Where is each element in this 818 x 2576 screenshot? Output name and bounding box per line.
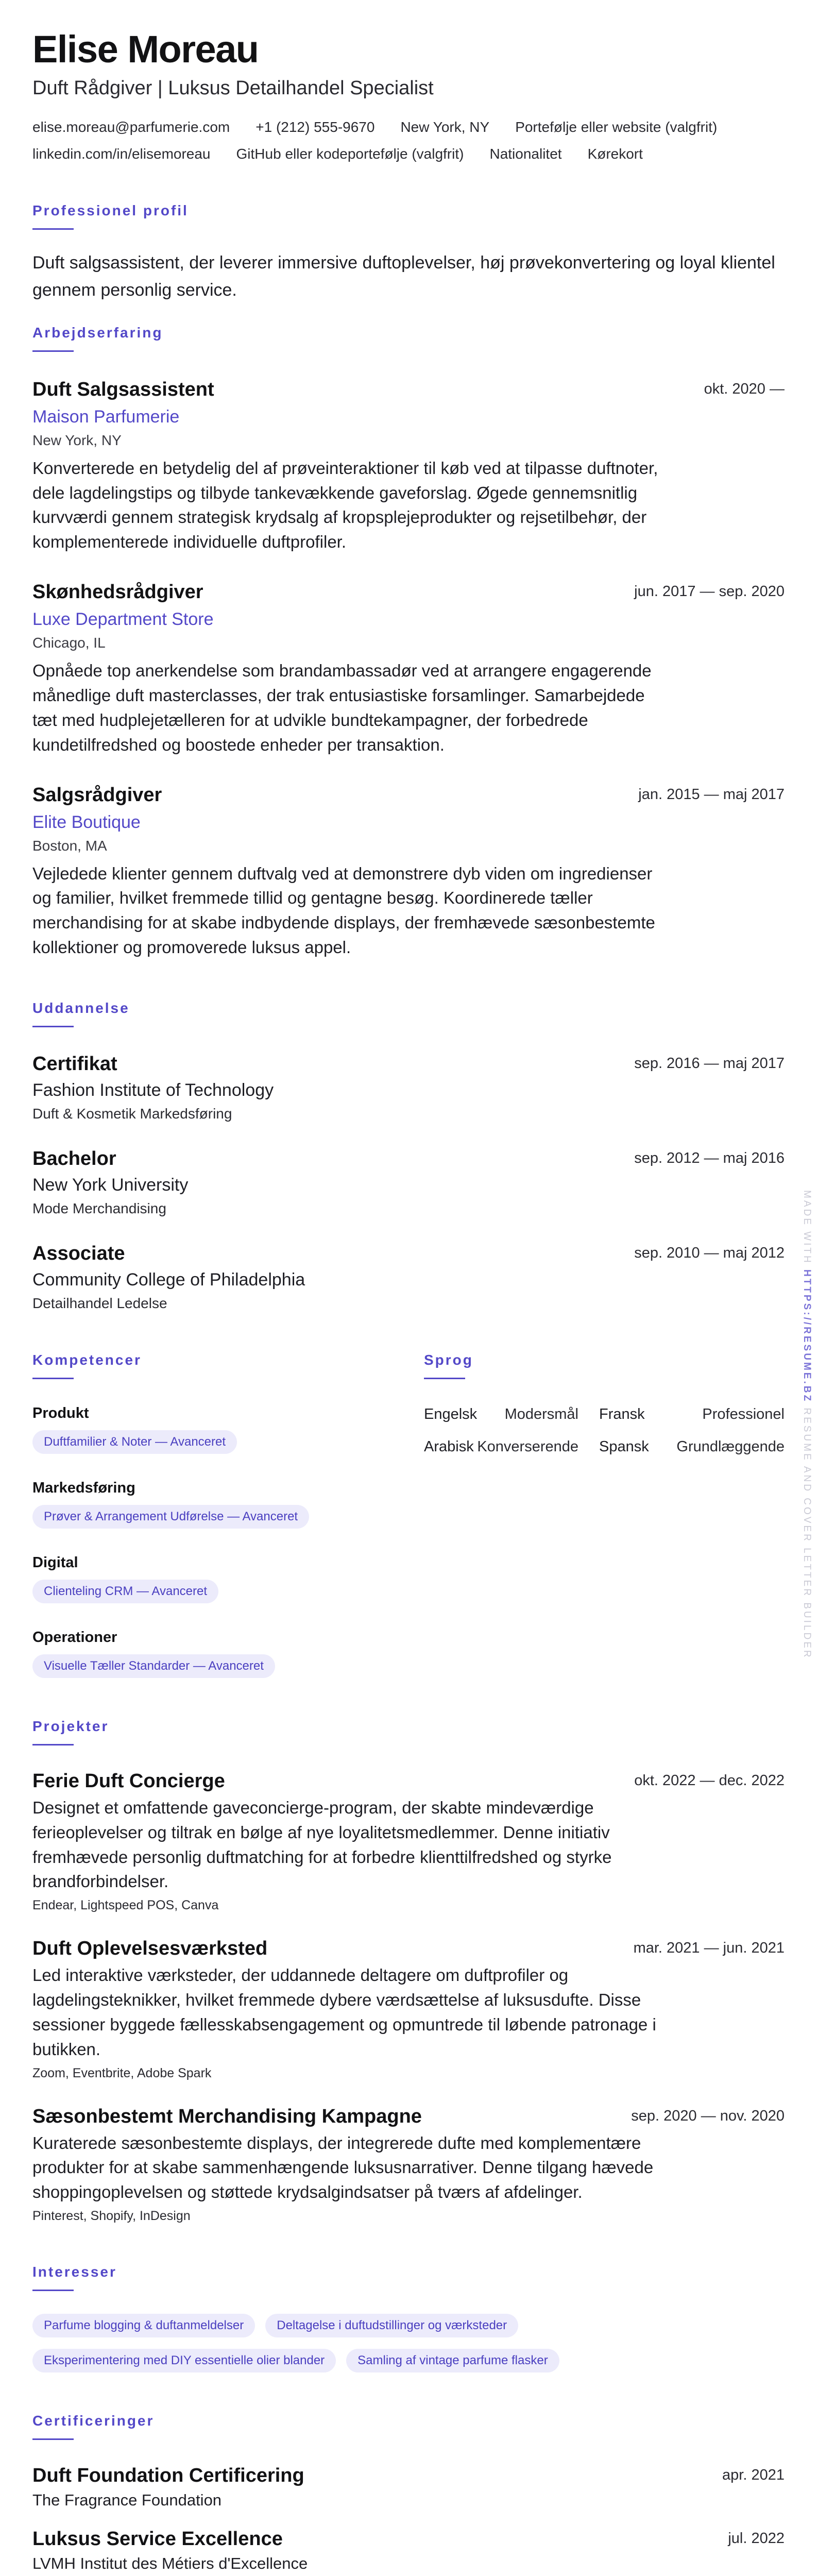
job-location: Boston, MA [32, 837, 107, 854]
entry-date: okt. 2020 — [704, 380, 785, 397]
certification-entry [32, 2528, 785, 2573]
certification-entry [32, 2465, 785, 2510]
education-entry [32, 1053, 785, 1122]
certification-title: Luksus Service Excellence [32, 2528, 283, 2550]
company-name: Elite Boutique [32, 812, 141, 832]
section-title: Arbejdserfaring [32, 324, 163, 341]
job-title: Duft Salgsassistent [32, 378, 214, 400]
builder-watermark [801, 1190, 812, 1659]
section-title: Certificeringer [32, 2413, 155, 2429]
skill-category: Produkt [32, 1404, 89, 1421]
contact-portfolio[interactable]: Portefølje eller website (valgfrit) [515, 119, 718, 135]
project-description: Designet et omfattende gaveconcierge-program, der skabte mindeværdige ferieoplevelser og tiltrak en bølge af nye loyalitetsmedlemmer. Denne initiativ fremhævede personlig duftmatching for at forbedre klienttilfredshed og styrke brandforbindelser. [32, 1798, 612, 1891]
job-location: Chicago, IL [32, 635, 106, 651]
section-divider [424, 1378, 465, 1379]
interest-tag: Eksperimentering med DIY essentielle olier blander [32, 2349, 336, 2372]
certification-issuer: LVMH Institut des Métiers d'Excellence [32, 2554, 308, 2573]
project-description: Kuraterede sæsonbestemte displays, der integrerede dufte med komplementære produkter for at skabe sammenhængende luksusnarrativer. Denne tilgang hævede shoppingoplevelsen og støttede krydsalgindsatser på tværs af afdelinger. [32, 2133, 654, 2202]
field-of-study: Detailhandel Ledelse [32, 1295, 167, 1311]
watermark-link[interactable]: HTTPS://RESUME.BZ [802, 1269, 812, 1403]
project-description: Led interaktive værksteder, der uddannede deltagere om duftprofiler og lagdelingsteknikker, hvilket fremmede dybere værdsættelse af luksusdufte. Disse sessioner byggede fællesskabsengagement og opmuntrede til løbende patronage i butikken. [32, 1965, 656, 2059]
language-name: Spansk [599, 1438, 649, 1455]
section-divider [32, 1744, 74, 1745]
project-tools: Zoom, Eventbrite, Adobe Spark [32, 2065, 212, 2080]
resume-header [32, 28, 785, 162]
language-item [424, 1438, 599, 1455]
entry-date: sep. 2016 — maj 2017 [634, 1055, 785, 1072]
project-entry [32, 2106, 785, 2224]
languages-section [424, 1352, 785, 1678]
language-item [424, 1406, 599, 1423]
field-of-study: Duft & Kosmetik Markedsføring [32, 1105, 232, 1122]
contact-list [32, 119, 785, 162]
project-title: Ferie Duft Concierge [32, 1770, 225, 1792]
language-level: Modersmål [504, 1405, 578, 1422]
language-level: Konverserende [477, 1438, 578, 1455]
profile-section [32, 202, 785, 303]
entry-date: sep. 2010 — maj 2012 [634, 1244, 785, 1261]
project-tools: Pinterest, Shopify, InDesign [32, 2209, 191, 2224]
language-name: Arabisk [424, 1438, 474, 1455]
school-name: Community College of Philadelphia [32, 1269, 305, 1290]
skills-section [32, 1352, 424, 1678]
job-title: Skønhedsrådgiver [32, 581, 203, 603]
school-name: New York University [32, 1175, 189, 1195]
watermark-suffix: RESUME AND COVER LETTER BUILDER [802, 1408, 812, 1659]
entry-date: apr. 2021 [722, 2467, 785, 2484]
project-entry [32, 1770, 785, 1913]
skill-category: Markedsføring [32, 1479, 135, 1496]
experience-entry [32, 784, 785, 960]
certification-issuer: The Fragrance Foundation [32, 2491, 222, 2510]
section-divider [32, 2290, 74, 2291]
project-title: Duft Oplevelsesværksted [32, 1938, 268, 1960]
experience-entry [32, 379, 785, 554]
company-name: Luxe Department Store [32, 609, 214, 630]
language-level: Professionel [702, 1405, 785, 1422]
skill-tag: Duftfamilier & Noter — Avanceret [32, 1430, 237, 1454]
contact-email[interactable]: elise.moreau@parfumerie.com [32, 119, 230, 135]
job-location: New York, NY [32, 432, 122, 448]
certifications-section [32, 2413, 785, 2573]
section-divider [32, 1378, 74, 1379]
interest-tag: Parfume blogging & duftanmeldelser [32, 2314, 255, 2337]
entry-date: sep. 2012 — maj 2016 [634, 1149, 785, 1166]
degree-name: Bachelor [32, 1147, 116, 1170]
language-name: Fransk [599, 1405, 645, 1422]
skill-group [32, 1629, 424, 1678]
field-of-study: Mode Merchandising [32, 1200, 166, 1216]
experience-entry [32, 581, 785, 757]
section-title: Professionel profil [32, 202, 189, 219]
certification-title: Duft Foundation Certificering [32, 2465, 304, 2487]
experience-section [32, 325, 785, 960]
watermark-prefix: MADE WITH [802, 1190, 812, 1265]
language-item [599, 1438, 785, 1455]
contact-location: New York, NY [400, 119, 490, 135]
section-title: Projekter [32, 1718, 109, 1734]
candidate-name: Elise Moreau [32, 28, 259, 71]
entry-date: jul. 2022 [728, 2530, 785, 2547]
education-entry [32, 1243, 785, 1312]
contact-phone[interactable]: +1 (212) 555-9670 [255, 119, 375, 135]
entry-date: mar. 2021 — jun. 2021 [633, 1940, 785, 1957]
entry-date: sep. 2020 — nov. 2020 [631, 2107, 785, 2124]
project-tools: Endear, Lightspeed POS, Canva [32, 1898, 219, 1913]
skills-languages-row [32, 1352, 785, 1678]
projects-section [32, 1718, 785, 2224]
degree-name: Certifikat [32, 1053, 117, 1075]
interest-tag: Samling af vintage parfume flasker [346, 2349, 559, 2372]
entry-date: jun. 2017 — sep. 2020 [634, 583, 785, 600]
skill-category: Operationer [32, 1629, 117, 1646]
job-description: Opnåede top anerkendelse som brandambassadør ved at arrangere engagerende månedlige duft masterclasses, der trak entusiastiske forsamlinger. Samarbejdede tæt med hudplejetælleren for at udvikle bundtekampagner, der forbedrede kundetilfredshed og boostede enheder per transaktion. [32, 661, 652, 754]
language-item [599, 1406, 785, 1423]
section-title: Interesser [32, 2264, 117, 2280]
school-name: Fashion Institute of Technology [32, 1080, 274, 1100]
interest-list [32, 2314, 702, 2372]
interests-section [32, 2264, 785, 2372]
project-entry [32, 1938, 785, 2080]
profile-summary: Duft salgsassistent, der leverer immersive duftoplevelser, høj prøvekonvertering og loyal klientel gennem personlig service. [32, 253, 775, 300]
language-name: Engelsk [424, 1405, 478, 1422]
job-description: Konverterede en betydelig del af prøveinteraktioner til køb ved at tilpasse duftnoter, dele lagdelingstips og tilbyde tankevækkende gaveforslag. Øgede gennemsnitlig kurvværdi gennem strategisk krydsalg af kropsplejeprodukter og rejsetilbehør, der komplementerede individuelle duftprofiler. [32, 458, 658, 552]
education-section [32, 1000, 785, 1312]
degree-name: Associate [32, 1242, 125, 1264]
section-title: Sprog [424, 1351, 473, 1368]
job-title: Salgsrådgiver [32, 784, 162, 806]
skill-tag: Prøver & Arrangement Udførelse — Avanceret [32, 1505, 309, 1529]
project-title: Sæsonbestemt Merchandising Kampagne [32, 2105, 422, 2127]
skill-group [32, 1554, 424, 1603]
language-list [424, 1406, 785, 1455]
skill-category: Digital [32, 1554, 78, 1571]
entry-date: jan. 2015 — maj 2017 [638, 786, 785, 803]
education-entry [32, 1148, 785, 1217]
resume-page [32, 28, 785, 2573]
section-divider [32, 1026, 74, 1027]
candidate-title: Duft Rådgiver | Luksus Detailhandel Specialist [32, 77, 434, 99]
section-divider [32, 350, 74, 352]
section-divider [32, 228, 74, 230]
language-level: Grundlæggende [676, 1438, 785, 1455]
skill-group [32, 1405, 424, 1454]
contact-github[interactable]: GitHub eller kodeportefølje (valgfrit) [236, 146, 464, 162]
skill-tag: Visuelle Tæller Standarder — Avanceret [32, 1654, 275, 1678]
contact-nationality: Nationalitet [489, 146, 562, 162]
contact-linkedin[interactable]: linkedin.com/in/elisemoreau [32, 146, 211, 162]
section-divider [32, 2438, 74, 2440]
section-title: Kompetencer [32, 1351, 142, 1368]
skill-tag: Clienteling CRM — Avanceret [32, 1580, 218, 1603]
contact-driving-license: Kørekort [587, 146, 643, 162]
skill-group [32, 1480, 424, 1529]
company-name: Maison Parfumerie [32, 406, 180, 427]
section-title: Uddannelse [32, 999, 130, 1016]
job-description: Vejledede klienter gennem duftvalg ved at demonstrere dyb viden om ingredienser og familier, hvilket fremmede tillid og gentagne besøg. Koordinerede tæller merchandising for at skabe indbydende displays, der fremhævede sæsonbestemte kollektioner og promoverede luksus appel. [32, 863, 655, 957]
entry-date: okt. 2022 — dec. 2022 [634, 1772, 785, 1789]
interest-tag: Deltagelse i duftudstillinger og værksteder [265, 2314, 518, 2337]
